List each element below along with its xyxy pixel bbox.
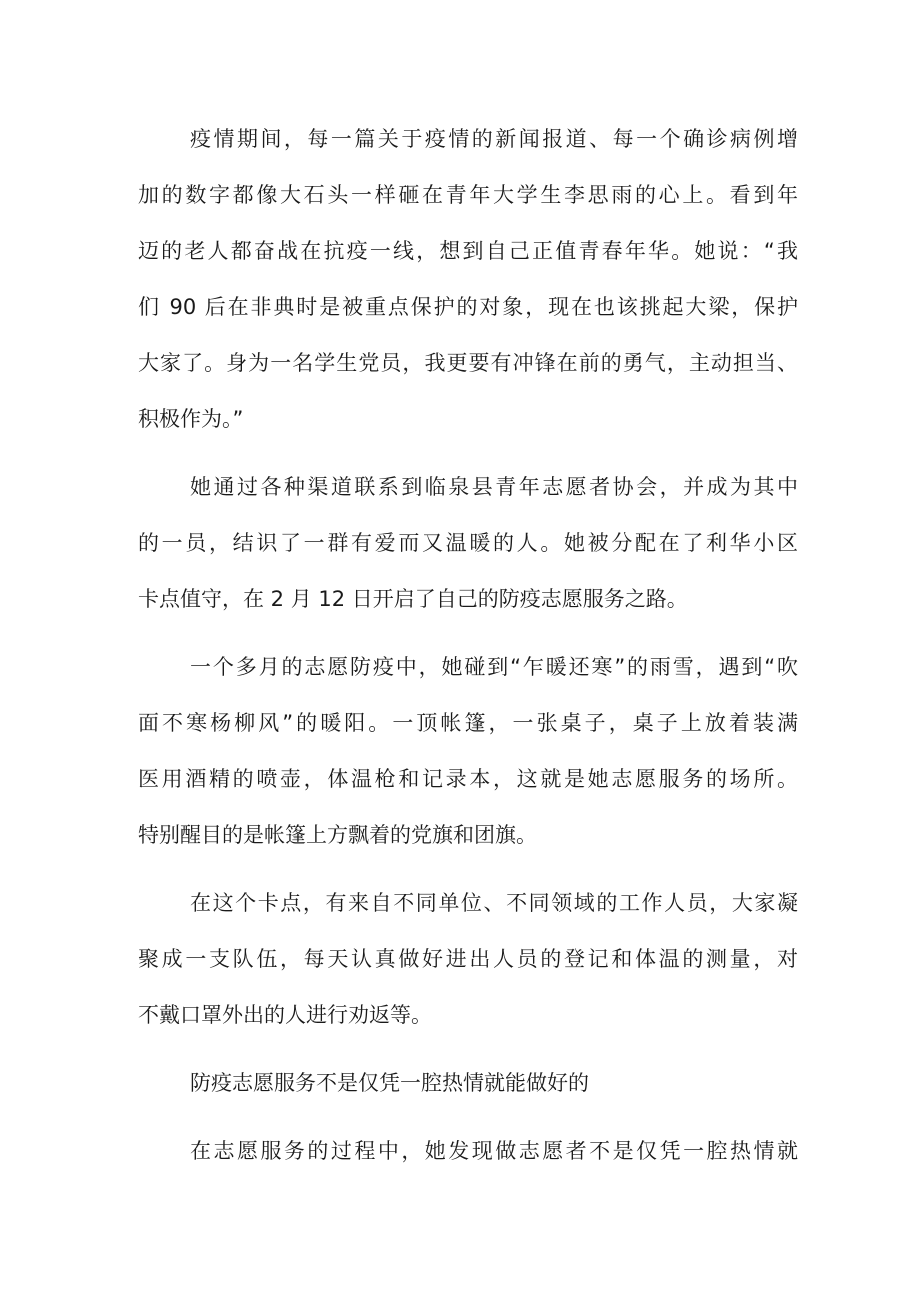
text-line: 的一员，结识了一群有爱而又温暖的人。她被分配在了利华小区 [138,531,798,555]
text-line: 在志愿服务的过程中，她发现做志愿者不是仅凭一腔热情就 [190,1139,798,1163]
text-line: 她通过各种渠道联系到临泉县青年志愿者协会，并成为其中 [190,475,798,499]
text-line: 加的数字都像大石头一样砸在青年大学生李思雨的心上。看到年 [138,183,798,207]
text-line: 不戴口罩外出的人进行劝返等。 [138,1003,432,1027]
text-line: 医用酒精的喷壶，体温枪和记录本，这就是她志愿服务的场所。 [138,767,798,791]
text-line: 防疫志愿服务不是仅凭一腔热情就能做好的 [190,1071,589,1095]
text-line: 们 90 后在非典时是被重点保护的对象，现在也该挑起大梁，保护 [138,295,798,319]
text-line: 面不寒杨柳风”的暖阳。一顶帐篷，一张桌子，桌子上放着装满 [138,711,798,735]
text-line: 一个多月的志愿防疫中，她碰到“乍暖还寒”的雨雪，遇到“吹 [190,655,798,679]
text-line: 大家了。身为一名学生党员，我更要有冲锋在前的勇气，主动担当、 [138,351,798,375]
text-line: 特别醒目的是帐篷上方飘着的党旗和团旗。 [138,823,537,847]
text-line: 卡点值守，在 2 月 12 日开启了自己的防疫志愿服务之路。 [138,587,688,611]
text-line: 积极作为。” [138,407,244,431]
text-line: 在这个卡点，有来自不同单位、不同领域的工作人员，大家凝 [190,891,798,915]
text-line: 疫情期间，每一篇关于疫情的新闻报道、每一个确诊病例增 [190,127,798,151]
text-line: 迈的老人都奋战在抗疫一线，想到自己正值青春年华。她说：“我 [138,239,798,263]
text-line: 聚成一支队伍，每天认真做好进出人员的登记和体温的测量，对 [138,947,798,971]
